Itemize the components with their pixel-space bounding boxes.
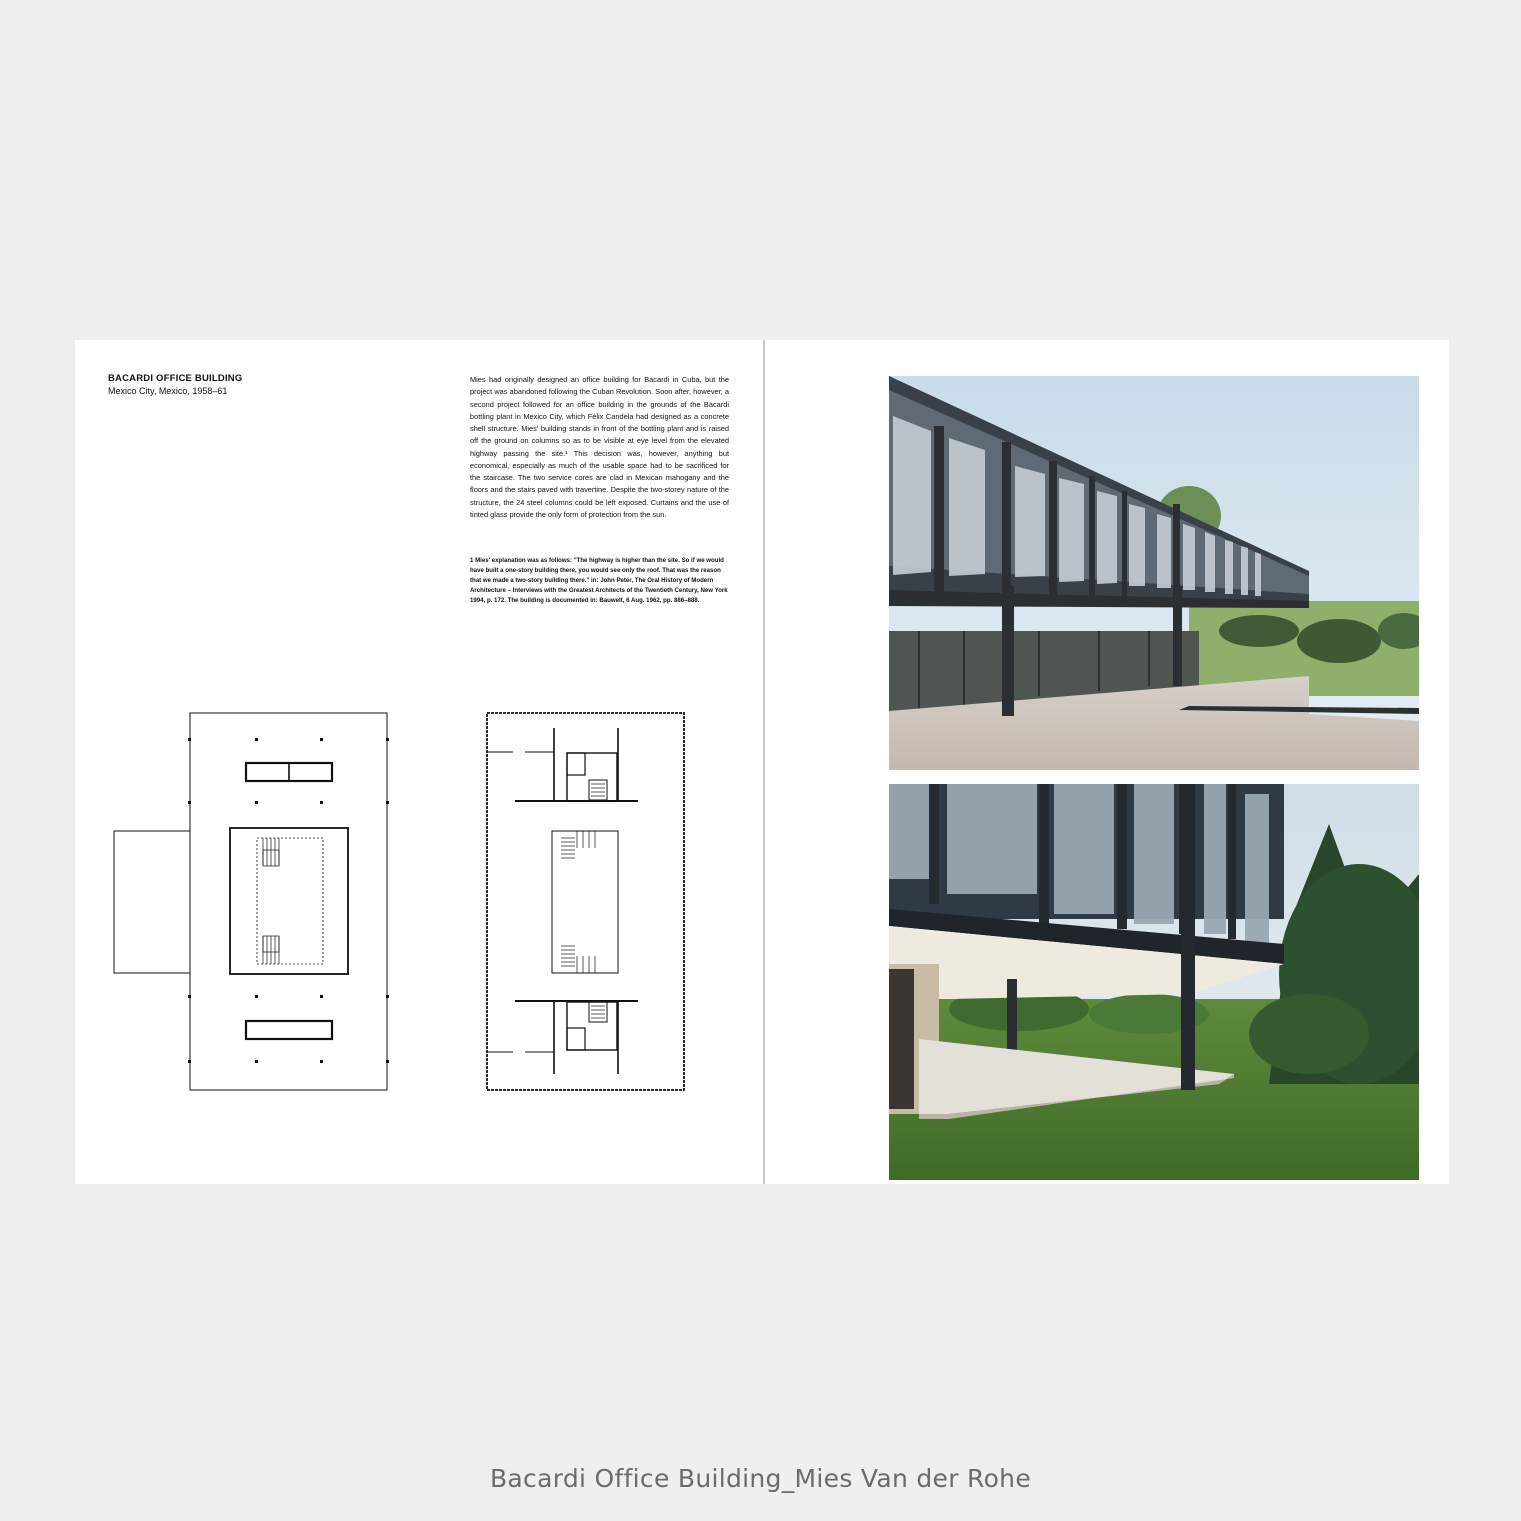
page-subtitle: Mexico City, Mexico, 1958–61 <box>108 386 228 396</box>
footnote: 1 Mies' explanation was as follows: "The highway is higher than the site. So if we would have built a one-story building there, you would see only the roof. That was the reason that we made a two-story building there." in: John Peter, The Oral History of Modern Architecture – Interviews with the Greatest Architects of the Twentieth Century, New York 1994, p. 172. The building is documented in: Bauwelt, 6 Aug. 1962, pp. 886–888. <box>470 557 728 605</box>
upper-floor-plan <box>485 712 689 1092</box>
page-title: BACARDI OFFICE BUILDING <box>108 373 243 384</box>
image-caption: Bacardi Office Building_Mies Van der Rohe <box>489 1464 1032 1493</box>
book-spread <box>75 340 1449 1184</box>
ground-floor-plan <box>113 712 393 1092</box>
body-text: Mies had originally designed an office building for Bacardi in Cuba, but the project was abandoned following the Cuban Revolution. Soon after, however, a second project followed for an office building in the grounds of the Bacardi bottling plant in Mexico City, which Félix Candela had designed as a concrete shell structure. Mies' building stands in front of the bottling plant and is raised off the ground on columns so as to be visible at eye level from the elevated highway passing the site.¹ This decision was, however, anything but economical, especially as much of the usable space had to be sacrificed for the staircase. The two service cores are clad in Mexican mahogany and the floors and the stairs paved with travertine. Despite the two-storey nature of the structure, the 24 steel columns could be left exposed. Curtains and the use of tinted glass provide the only form of protection from the sun. <box>470 375 729 519</box>
page-gutter <box>763 340 765 1184</box>
garden-photo <box>889 784 1419 1180</box>
facade-photo <box>889 376 1419 770</box>
